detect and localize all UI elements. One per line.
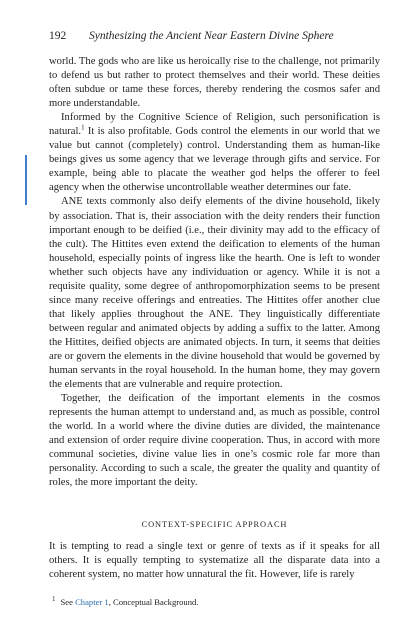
running-title: Synthesizing the Ancient Near Eastern Divine Sphere	[89, 30, 334, 42]
paragraph-2-after: It is also profitable. Gods control the elements in our world that we value but cannot (completely) control. Understanding them as human-like beings gives us some agency that we leverage through gifts and service. For example, being able to placate the weather god helps the offerer to feel agency when the otherwise uncontrollable weather determines our fate.	[49, 126, 380, 194]
margin-highlight-bar	[25, 155, 27, 205]
footnote-reference[interactable]: 1	[81, 123, 85, 132]
footnote-suffix: , Conceptual Background.	[108, 597, 199, 607]
paragraph-2-before: Informed by the Cognitive Science of Religion, such personification is natural.	[49, 112, 380, 138]
section-body	[49, 540, 380, 582]
footnote	[52, 596, 380, 608]
footnote-prefix: See	[60, 597, 76, 607]
chapter-link[interactable]: Chapter 1	[75, 597, 109, 607]
paragraph-1: world. The gods who are like us heroically rise to the challenge, not primarily to defend us but rather to protect themselves and their world. These deities often subdue or tame these forces, thereby rendering the cosmos safer and more understandable.	[49, 56, 380, 110]
section-heading: CONTEXT-SPECIFIC APPROACH	[141, 520, 288, 529]
paragraph-2	[49, 111, 380, 195]
body-text	[49, 55, 380, 490]
page-number: 192	[49, 30, 67, 42]
section-paragraph: It is tempting to read a single text or genre of texts as if it speaks for all others. It is equally tempting to systematize all the disparate data into a coherent system, no matter how unnatural the fit. However, life is rarely	[49, 541, 380, 581]
running-header	[49, 29, 379, 43]
footnote-mark: 1	[52, 595, 56, 604]
paragraph-4: Together, the deification of the important elements in the cosmos represents the human attempt to understand and, as much as possible, control the world. In a world where the divine duties are divided, the maintenance and extension of order require divine cooperation. Thus, in accord with more communal societies, divine value lies in one’s cosmic role far more than personality. According to such a scale, the greater the quality and quantity of roles, the more important the deity.	[49, 393, 380, 489]
paragraph-3: ANE texts commonly also deify elements of the divine household, likely by association. That is, their association with the deity renders their function important enough to be deified (i.e., their divinity may add to the efficacy of the cult). The Hittites even extend the deification to elements of the human household, especially points of ingress like the hearth. One is left to wonder whether such objects have any individuation or agency. While it is not a requisite quality, some degree of anthropomorphization seems to be present since many receive offerings and entreaties. The Hittites offer another clue that likely applies throughout the ANE. They linguistically differentiate between regular and animated objects by adding a suffix to the latter. Among the Hittites, deified objects are animated objects. In turn, it seems that deities are or govern the elements in the divine household that would be governed by human servants in the royal household. In the human home, they may govern the elements that are vulnerable and require protection.	[49, 196, 380, 391]
